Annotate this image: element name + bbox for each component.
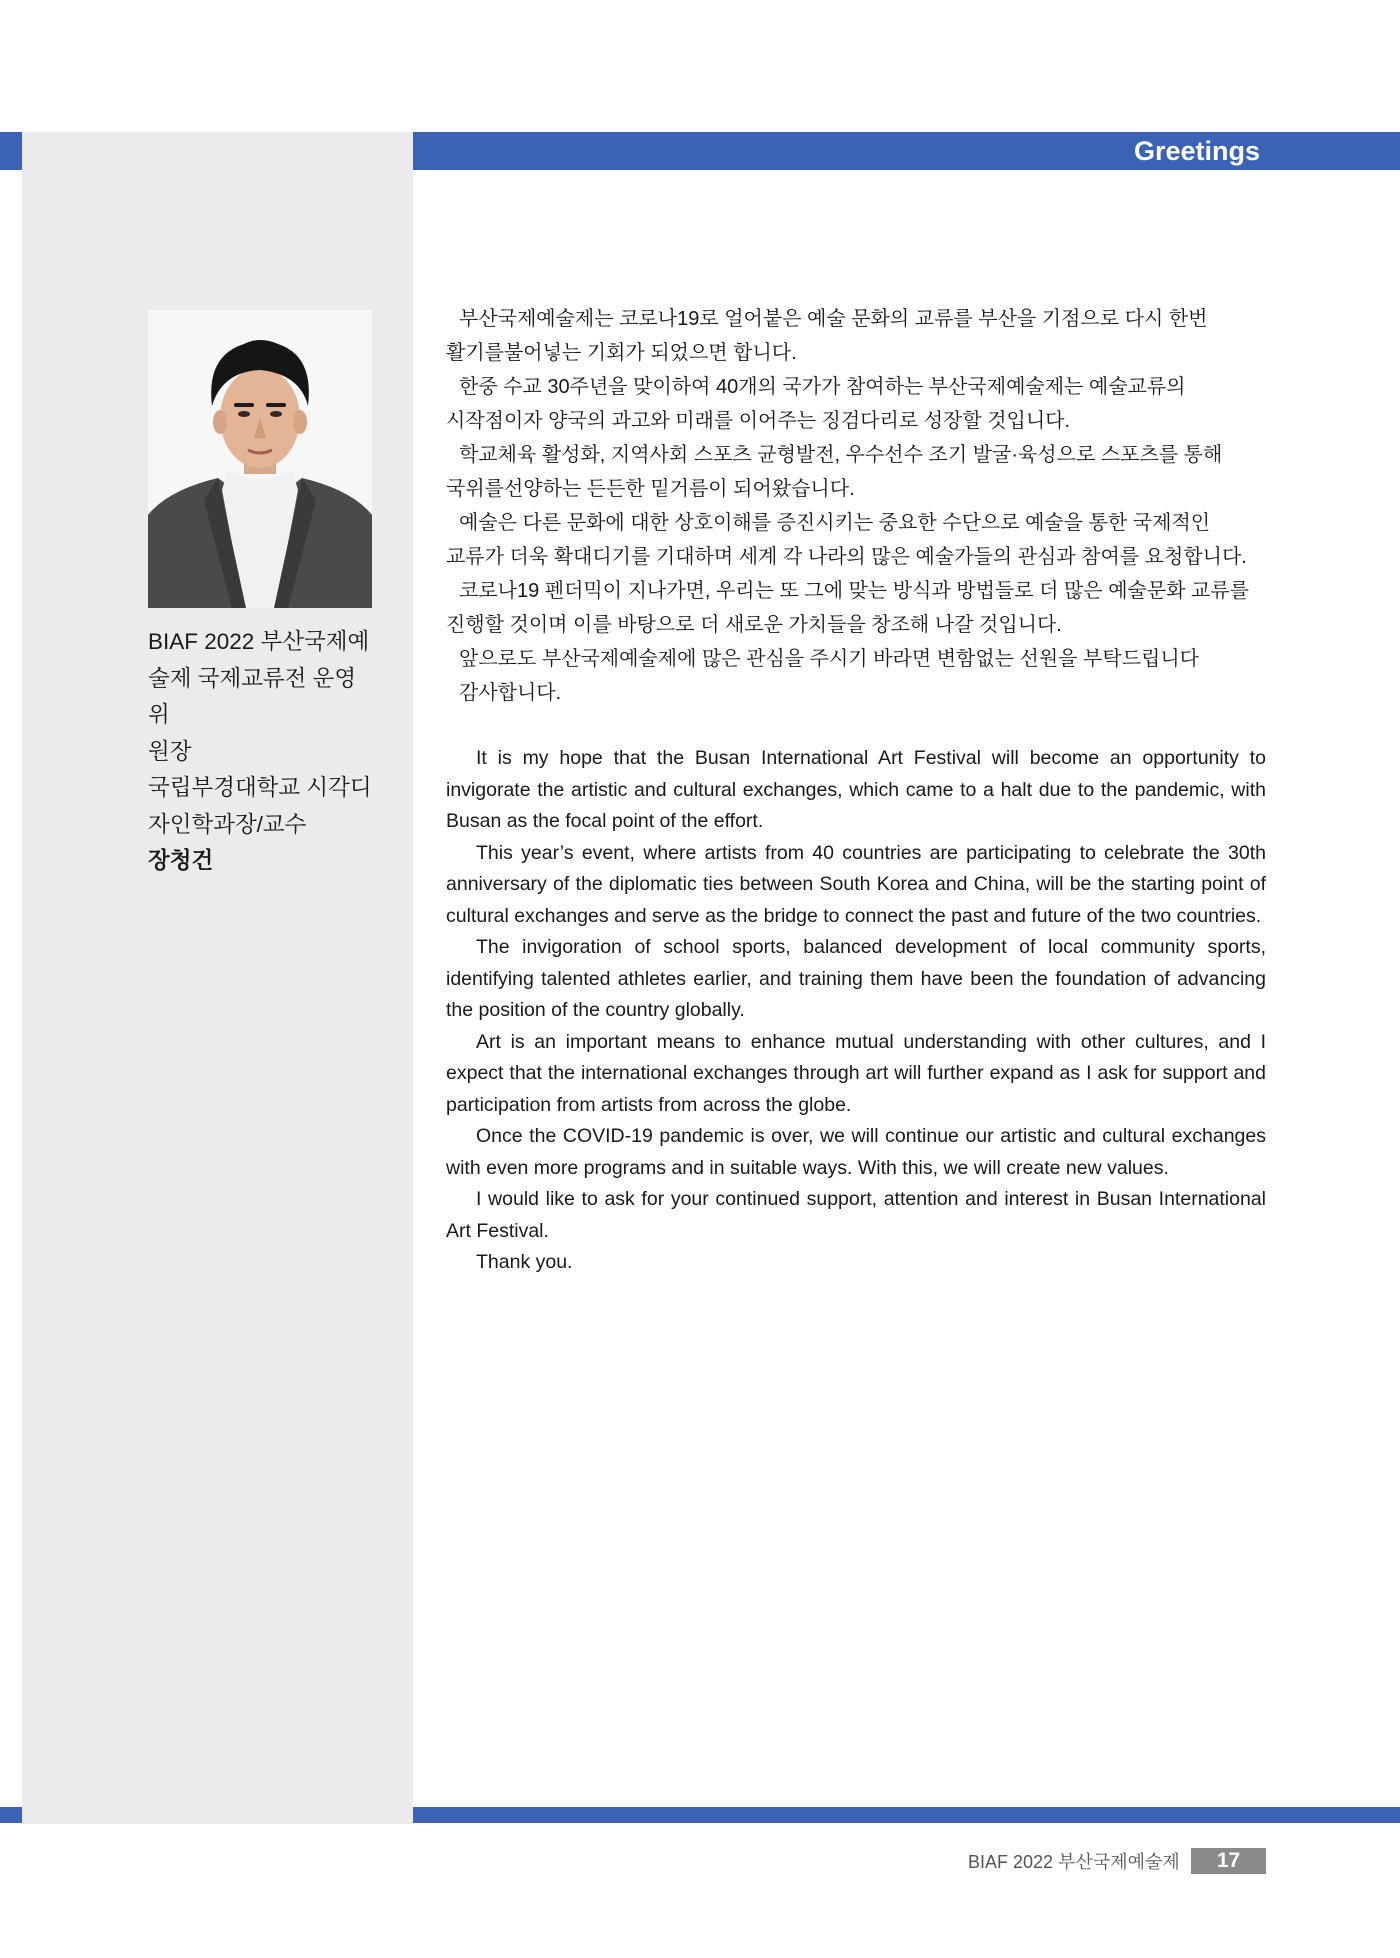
greeting-body	[446, 302, 1266, 1279]
header-bar	[413, 132, 1400, 170]
left-edge-bar-top	[0, 132, 22, 170]
korean-paragraph: 앞으로도 부산국제예술제에 많은 관심을 주시기 바라면 변함없는 선원을 부탁드립니다	[459, 648, 1199, 670]
english-greeting	[446, 743, 1266, 1279]
korean-paragraph: 부산국제예술제는 코로나19로 얼어붙은 예술 문화의 교류를 부산을 기점으로 다시 한번 활기를불어넣는 기회가 되었으면 합니다.	[446, 308, 1208, 364]
caption-line: 국립부경대학교 시각디	[148, 775, 372, 800]
korean-greeting	[446, 302, 1266, 710]
caption-line: 술제 국제교류전 운영위	[148, 665, 357, 727]
caption-line: BIAF 2022 부산국제예	[148, 629, 370, 654]
section-title: Greetings	[1133, 136, 1260, 166]
english-paragraph: Once the COVID-19 pandemic is over, we will continue our artistic and cultural exchanges with even more programs and in suitable ways. With this, we will create new values.	[446, 1125, 1266, 1179]
portrait-photo	[148, 310, 372, 608]
portrait-icon	[148, 310, 372, 608]
korean-paragraph: 예술은 다른 문화에 대한 상호이해를 증진시키는 중요한 수단으로 예술을 통한 국제적인 교류가 더욱 확대디기를 기대하며 세계 각 나라의 많은 예술가들의 관심과 참여를 요청합니다.	[446, 512, 1247, 568]
korean-paragraph: 한중 수교 30주년을 맞이하여 40개의 국가가 참여하는 부산국제예술제는 예술교류의 시작점이자 양국의 과고와 미래를 이어주는 징검다리로 성장할 것입니다.	[446, 376, 1186, 432]
english-paragraph: I would like to ask for your continued support, attention and interest in Busan International Art Festival.	[446, 1188, 1266, 1242]
english-paragraph: It is my hope that the Busan International Art Festival will become an opportunity to invigorate the artistic and cultural exchanges, which came to a halt due to the pandemic, with Busan as the focal point of the effort.	[446, 747, 1266, 832]
page-number: 17	[1191, 1848, 1266, 1874]
profile-name: 장청건	[148, 848, 214, 873]
footer-label: BIAF 2022 부산국제예술제	[968, 1852, 1180, 1872]
profile-caption	[148, 624, 374, 880]
footer-bar	[413, 1807, 1400, 1823]
english-paragraph: Thank you.	[476, 1251, 573, 1273]
caption-line: 자인학과장/교수	[148, 811, 307, 837]
english-paragraph: Art is an important means to enhance mutual understanding with other cultures, and I expect that the international exchanges through art will further expand as I ask for support and participation from artists from across the globe.	[446, 1030, 1266, 1116]
english-paragraph: This year’s event, where artists from 40 countries are participating to celebrate the 30th anniversary of the diplomatic ties between South Korea and China, will be the starting point of cultural exchanges and serve as the bridge to connect the past and future of the two countries.	[446, 841, 1266, 927]
english-paragraph: The invigoration of school sports, balanced development of local community sports, identifying talented athletes earlier, and training them have been the foundation of advancing the position of the country globally.	[446, 936, 1266, 1021]
korean-paragraph: 감사합니다.	[459, 682, 562, 704]
korean-paragraph: 코로나19 펜더믹이 지나가면, 우리는 또 그에 맞는 방식과 방법들로 더 많은 예술문화 교류를 진행할 것이며 이를 바탕으로 더 새로운 가치들을 창조해 나갈 것입니다.	[446, 580, 1250, 636]
korean-paragraph: 학교체육 활성화, 지역사회 스포츠 균형발전, 우수선수 조기 발굴·육성으로 스포츠를 통해 국위를선양하는 든든한 밑거름이 되어왔습니다.	[446, 444, 1223, 500]
left-edge-bar-bottom	[0, 1807, 22, 1823]
caption-line: 원장	[148, 738, 192, 764]
